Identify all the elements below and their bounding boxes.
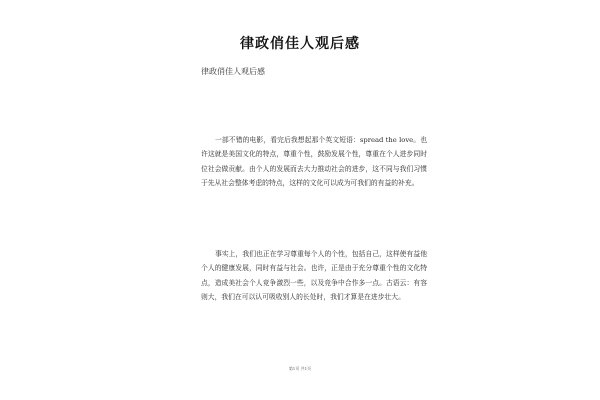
page-number: 第1页 共1页 <box>288 366 312 371</box>
document-title: 律政俏佳人观后感 <box>240 36 360 52</box>
paragraph-2: 事实上，我们也正在学习尊重每个人的个性，包括自己，这样使有益他个人的健康发展，同时有益与社会。也许，正是由于充分尊重个性的文化特点，造成美社会个人竞争激烈一些，以及竞争中合作多一点。古语云：有容则大，我们在可以认可吸收别人的长处时，我们才算是在进步壮大。 <box>201 249 427 302</box>
paragraph-1: 一部不错的电影，看完后我想起那个英文短语：spread the love。也许这就是美国文化的特点，尊重个性，鼓励发展个性，尊重在个人进步同时位社会做贡献。由个人的发展而去大力推动社会的进步，这不同与我们习惯于先从社会整体考虑的特点，这样的文化可以成为可我们的有益的补充。 <box>201 135 427 188</box>
document-subtitle: 律政俏佳人观后感 <box>201 67 265 76</box>
